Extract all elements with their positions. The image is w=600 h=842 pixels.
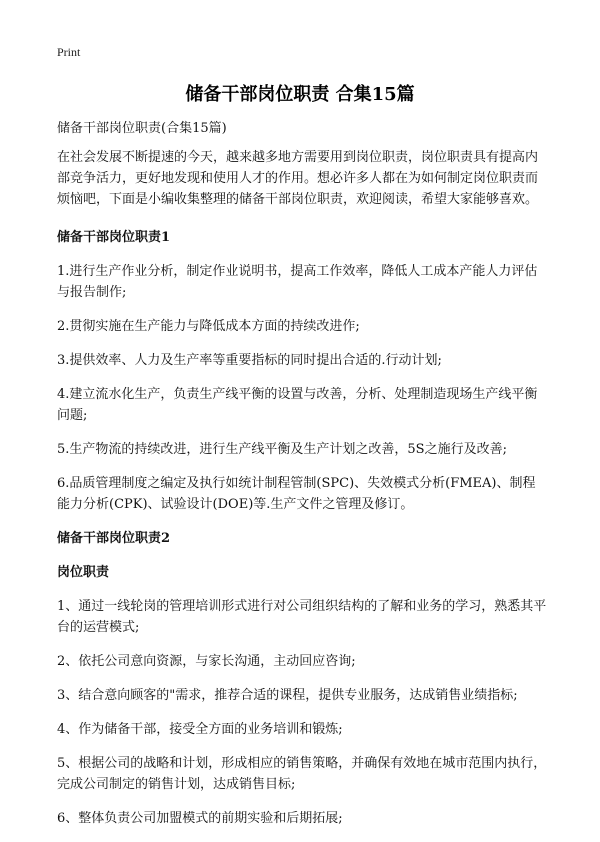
section-1-item: 4.建立流水化生产，负责生产线平衡的设置与改善，分析、处理制造现场生产线平衡问题; <box>57 387 538 423</box>
section-1-heading: 储备干部岗位职责1 <box>57 230 171 245</box>
document-title: 储备干部岗位职责 合集15篇 <box>185 84 415 105</box>
section-2-item: 3、结合意向顾客的"需求，推荐合适的课程，提供专业服务，达成销售业绩指标; <box>57 688 518 703</box>
section-2-item: 2、依托公司意向资源，与家长沟通，主动回应咨询; <box>57 654 356 669</box>
section-1-item: 1.进行生产作业分析，制定作业说明书，提高工作效率，降低人工成本产能人力评估与报告制作; <box>57 264 538 300</box>
section-2-subheading: 岗位职责 <box>57 565 110 580</box>
intro-paragraph: 在社会发展不断提速的今天，越来越多地方需要用到岗位职责，岗位职责具有提高内部竞争活力，更好地发现和使用人才的作用。想必许多人都在为如何制定岗位职责而烦恼吧，下面是小编收集整理的储备干部岗位职责，欢迎阅读，希望大家能够喜欢。 <box>57 150 539 207</box>
section-2-item: 4、作为储备干部，接受全方面的业务培训和锻炼; <box>57 722 343 737</box>
section-2-item: 6、整体负责公司加盟模式的前期实验和后期拓展; <box>57 811 343 826</box>
section-2-heading: 储备干部岗位职责2 <box>57 531 171 546</box>
section-1-item: 6.品质管理制度之编定及执行如统计制程管制(SPC)、失效模式分析(FMEA)、制程能力分析(CPK)、试验设计(DOE)等.生产文件之管理及修订。 <box>57 476 536 512</box>
section-1-item: 2.贯彻实施在生产能力与降低成本方面的持续改进作; <box>57 319 360 334</box>
document-body <box>57 118 547 842</box>
section-2-item: 1、通过一线轮岗的管理培训形式进行对公司组织结构的了解和业务的学习，熟悉其平台的运营模式; <box>57 599 547 635</box>
print-label: Print <box>57 45 81 59</box>
section-1-item: 5.生产物流的持续改进，进行生产线平衡及生产计划之改善，5S之施行及改善; <box>57 442 507 457</box>
section-1-item: 3.提供效率、人力及生产率等重要指标的同时提出合适的.行动计划; <box>57 353 442 368</box>
document-subtitle: 储备干部岗位职责(合集15篇) <box>57 121 227 136</box>
section-2-item: 5、根据公司的战略和计划，形成相应的销售策略，并确保有效地在城市范围内执行，完成公司制定的销售计划，达成销售目标; <box>57 756 547 792</box>
